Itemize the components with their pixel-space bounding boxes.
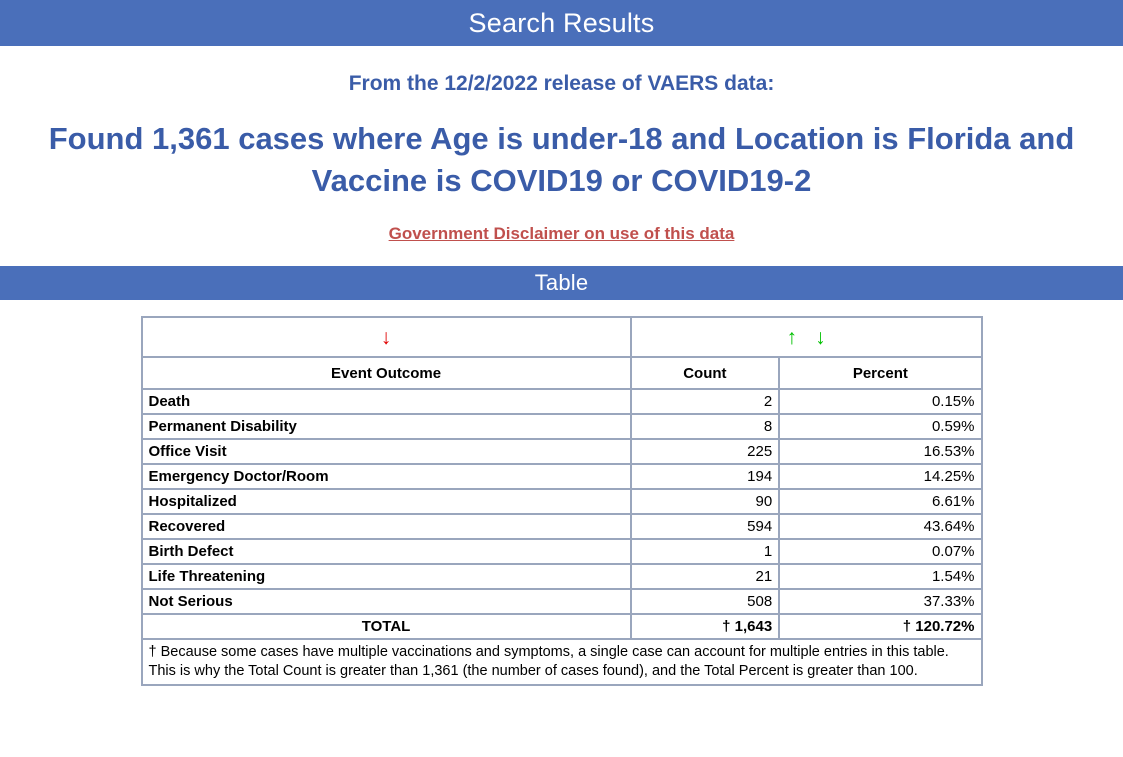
table-footnote-row	[143, 640, 981, 684]
outcome-count: 594	[632, 515, 779, 538]
outcome-count: 90	[632, 490, 779, 513]
release-date-line: From the 12/2/2022 release of VAERS data:	[348, 72, 775, 95]
government-disclaimer-link[interactable]: Government Disclaimer on use of this data	[388, 224, 735, 243]
outcome-percent: 0.07%	[780, 540, 980, 563]
outcome-count: 2	[632, 390, 779, 413]
arrow-up-green-icon[interactable]: ↑	[786, 325, 797, 349]
event-outcome-table	[141, 316, 983, 686]
outcome-count: 225	[632, 440, 779, 463]
outcome-count: 1	[632, 540, 779, 563]
table-row	[143, 565, 981, 588]
total-count: † 1,643	[632, 615, 779, 638]
outcome-sort-cell[interactable]	[143, 318, 630, 356]
disclaimer-wrapper	[0, 224, 1123, 244]
total-label: TOTAL	[143, 615, 630, 638]
table-row	[143, 465, 981, 488]
outcome-percent: 0.59%	[780, 415, 980, 438]
outcome-label: Not Serious	[143, 590, 630, 613]
outcome-percent: 0.15%	[780, 390, 980, 413]
arrow-down-red-icon[interactable]: ↓	[380, 325, 392, 349]
table-row	[143, 590, 981, 613]
outcome-count: 8	[632, 415, 779, 438]
outcome-percent: 1.54%	[780, 565, 980, 588]
results-table-area	[0, 316, 1123, 686]
total-percent: † 120.72%	[780, 615, 980, 638]
column-header-count: Count	[632, 358, 779, 388]
table-row	[143, 415, 981, 438]
arrow-down-green-icon[interactable]: ↓	[815, 325, 826, 349]
outcome-count: 21	[632, 565, 779, 588]
table-row	[143, 515, 981, 538]
table-row	[143, 440, 981, 463]
column-header-event-outcome: Event Outcome	[143, 358, 630, 388]
column-header-percent: Percent	[780, 358, 980, 388]
outcome-count: 508	[632, 590, 779, 613]
sort-control-row	[143, 318, 981, 356]
outcome-label: Life Threatening	[143, 565, 630, 588]
outcome-percent: 43.64%	[780, 515, 980, 538]
outcome-label: Recovered	[143, 515, 630, 538]
table-footnote: † Because some cases have multiple vaccinations and symptoms, a single case can account for multiple entries in this table. This is why the Total Count is greater than 1,361 (the number of cases found), and the Total Percent is greater than 100.	[143, 640, 981, 684]
table-row	[143, 490, 981, 513]
outcome-label: Office Visit	[143, 440, 630, 463]
outcome-label: Hospitalized	[143, 490, 630, 513]
outcome-percent: 16.53%	[780, 440, 980, 463]
outcome-label: Birth Defect	[143, 540, 630, 563]
outcome-percent: 37.33%	[780, 590, 980, 613]
table-row	[143, 390, 981, 413]
outcome-label: Death	[143, 390, 630, 413]
outcome-label: Emergency Doctor/Room	[143, 465, 630, 488]
table-header-row	[143, 358, 981, 388]
count-sort-cell[interactable]	[632, 318, 981, 356]
page-title: Search Results	[0, 0, 1123, 46]
outcome-percent: 14.25%	[780, 465, 980, 488]
table-section-banner: Table	[0, 266, 1123, 300]
table-row	[143, 540, 981, 563]
table-total-row	[143, 615, 981, 638]
outcome-label: Permanent Disability	[143, 415, 630, 438]
outcome-count: 194	[632, 465, 779, 488]
search-summary: Found 1,361 cases where Age is under-18 and Location is Florida and Vaccine is COVID19 or COVID19-2	[48, 121, 1075, 198]
outcome-percent: 6.61%	[780, 490, 980, 513]
